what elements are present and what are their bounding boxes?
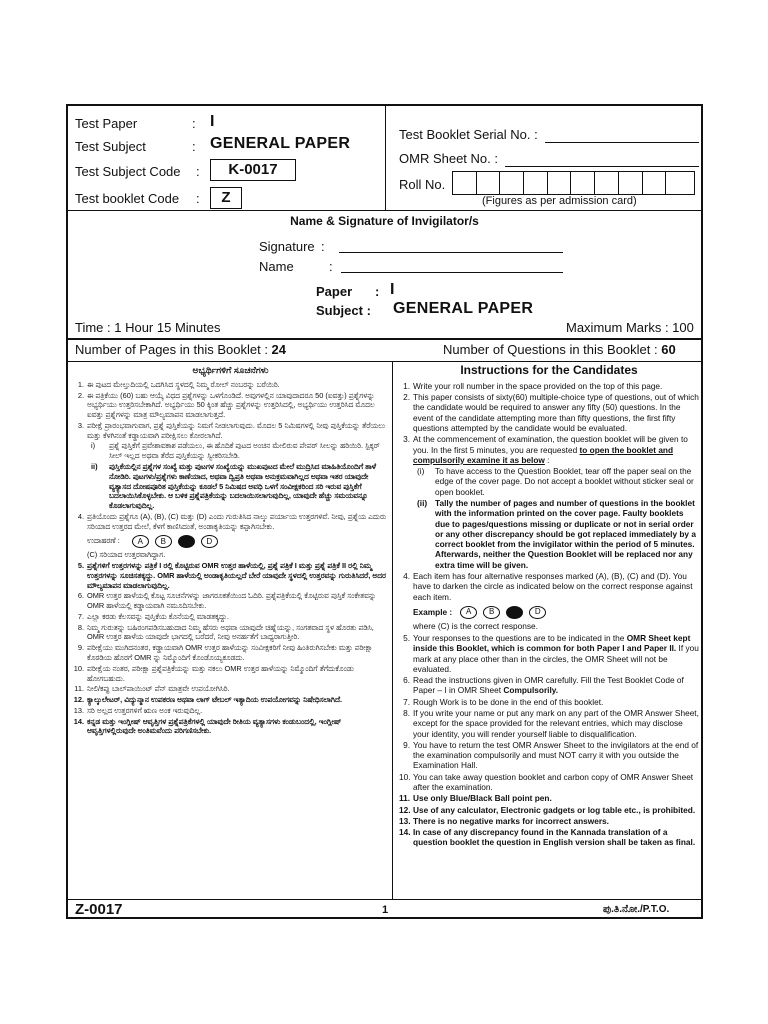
list-item: 5. Your responses to the questions are to be indicated in the OMR Sheet kept inside this Booklet, which is common for both Paper I and Paper II. If you mark at any place other than in the circles, the OMR Sheet will not be evaluated. (403, 633, 699, 674)
list-item: 11. ನೀಲಿ/ಕಪ್ಪು ಬಾಲ್‌ಪಾಯಿಂಟ್ ಪೆನ್ ಮಾತ್ರವೇ ಉಪಯೋಗಿಸಿರಿ. (74, 684, 230, 694)
columns-divider (392, 361, 393, 899)
serial-label: Test Booklet Serial No. : (399, 127, 538, 142)
omr-field[interactable] (505, 166, 699, 167)
list-item: 12. ಕ್ಯಾಲ್ಕುಲೇಟರ್, ವಿದ್ಯುನ್ಮಾನ ಉಪಕರಣ ಅಥವಾ ಲಾಗ್ ಟೇಬಲ್ ಇತ್ಯಾದಿಯ ಉಪಯೋಗವನ್ನು ನಿಷೇಧಿಸಲಾಗಿದೆ. (73, 695, 343, 705)
questions-count (443, 342, 676, 357)
list-item: 3. ಪರೀಕ್ಷೆ ಪ್ರಾರಂಭವಾಗುವಾಗ, ಪ್ರಶ್ನೆ ಪುಸ್ತಿಕೆಯನ್ನು ನಿಮಗೆ ನೀಡಲಾಗುವುದು. ಮೊದಲ 5 ನಿಮಿಷಗಳಲ್ಲಿ ನೀವು ಪುಸ್ತಿಕೆಯನ್ನು ತೆರೆಯಲು ಮತ್ತು ಕೆಳಗಿನಂತೆ ಕಡ್ಡಾಯವಾಗಿ ಪರೀಕ್ಷಿಸಲು ಕೋರಲಾಗಿದೆ. (77, 420, 386, 440)
bubble-a: A (132, 535, 149, 548)
pages-label: Number of Pages in this Booklet : (75, 342, 272, 357)
roll-number-boxes[interactable] (452, 171, 695, 195)
bubble-b: B (155, 535, 172, 548)
meta-rule (68, 338, 701, 340)
list-item: 14. In case of any discrepancy found in the Kannada translation of a question booklet the question in English version shall be taken as final. (399, 827, 696, 848)
sub-item: i) ಪ್ರಶ್ನೆ ಪುಸ್ತಿಕೆಗೆ ಪ್ರವೇಶಾವಕಾಶ ಪಡೆಯಲು, ಈ ಹೊದಿಕೆ ಪುಟದ ಅಂಚಿನ ಮೇಲಿರುವ ಪೇಪರ್ ಸೀಲನ್ನು ಹರಿಯಿರಿ. ಸ್ಟಿಕ್ಕರ್ ಸೀಲ್ ಇಲ್ಲದ ಅಥವಾ ತೆರೆದ ಪುಸ್ತಿಕೆಯನ್ನು ಸ್ವೀಕರಿಸಬೇಡಿ. (91, 441, 380, 461)
answer-bubbles (132, 535, 218, 548)
list-item: 3. At the commencement of examination, the question booklet will be given to you. In the first 5 minutes, you are requested to open the booklet and compulsorily examine it as below : (403, 434, 688, 465)
booklet-code-box: Z (210, 187, 242, 209)
exam-cover-sheet (66, 104, 703, 919)
paper-value: I (390, 281, 395, 298)
subject-code-label: Test Subject Code (75, 164, 181, 179)
colon: : (321, 239, 325, 254)
max-marks-text: Maximum Marks : 100 (566, 320, 694, 335)
kannada-example (73, 532, 388, 550)
paper-label: Paper (316, 284, 353, 299)
page-number: 1 (382, 904, 389, 916)
test-subject-label: Test Subject (75, 139, 146, 154)
bubble-c-filled (178, 535, 195, 548)
name-label: Name (259, 259, 294, 274)
kannada-heading: ಅಭ್ಯರ್ಥಿಗಳಿಗೆ ಸೂಚನೆಗಳು (192, 365, 269, 375)
list-item: 7. Rough Work is to be done in the end of this booklet. (403, 696, 604, 707)
questions-label: Number of Questions in this Booklet : (443, 342, 662, 357)
time-text: Time : 1 Hour 15 Minutes (75, 320, 221, 335)
answer-bubbles (460, 606, 546, 619)
test-paper-value: I (210, 113, 215, 130)
sub-item: (i) To have access to the Question Booklet, tear off the paper seal on the edge of the cover page. Do not accept a booklet without sticker seal or open booklet. (417, 466, 694, 497)
list-item: 7. ಎಲ್ಲಾ ಕರಡು ಕೆಲಸವನ್ನು ಪುಸ್ತಿಕೆಯ ಕೊನೆಯಲ್ಲಿ ಮಾಡತಕ್ಕದ್ದು. (77, 611, 229, 621)
subject-value: GENERAL PAPER (393, 300, 534, 317)
invigilator-title: Name & Signature of Invigilator/s (290, 214, 479, 228)
list-item: 13. There is no negative marks for incorrect answers. (399, 815, 609, 826)
list-item: 1. Write your roll number in the space provided on the top of this page. (403, 380, 663, 391)
bubble-d: D (201, 535, 218, 548)
list-item: 1. ಈ ಪುಟದ ಮೇಲ್ತುದಿಯಲ್ಲಿ ಒದಗಿಸಿದ ಸ್ಥಳದಲ್ಲಿ ನಿಮ್ಮ ರೋಲ್ ನಂಬರನ್ನು ಬರೆಯಿರಿ. (77, 379, 280, 389)
list-item: 4. ಪ್ರತಿಯೊಂದು ಪ್ರಶ್ನೆಗೂ (A), (B), (C) ಮತ್ತು (D) ಎಂದು ಗುರುತಿಸಿದ ನಾಲ್ಕು ಪರ್ಯಾಯ ಉತ್ತರಗಳಿವೆ. ನೀವು, ಪ್ರಶ್ನೆಯ ಎದುರು ಸರಿಯಾದ ಉತ್ತರದ ಮೇಲೆ, ಕೆಳಗೆ ಕಾಣಿಸಿದಂತೆ, ಅಂಡಾಕೃತಿಯನ್ನು ಕಪ್ಪಾಗಿಸಬೇಕು. (77, 511, 387, 531)
omr-label: OMR Sheet No. : (399, 151, 498, 166)
booklet-code-label: Test booklet Code (75, 191, 180, 206)
list-item: 13. ಸರಿ ಅಲ್ಲದ ಉತ್ತರಗಳಿಗೆ ಋಣ ಅಂಕ ಇರುವುದಿಲ್ಲ. (73, 705, 203, 715)
list-item: 12. Use of any calculator, Electronic gadgets or log table etc., is prohibited. (399, 804, 696, 815)
list-item: 14. ಕನ್ನಡ ಮತ್ತು ಇಂಗ್ಲೀಷ್ ಆವೃತ್ತಿಗಳ ಪ್ರಶ್ನೆಪತ್ರಿಕೆಗಳಲ್ಲಿ ಯಾವುದೇ ರೀತಿಯ ವ್ಯತ್ಯಾಸಗಳು ಕಂಡುಬಂದಲ್ಲಿ, ಇಂಗ್ಲೀಷ್ ಆವೃತ್ತಿಗಳಲ್ಲಿರುವುದೇ ಅಂತಿಮವೆಂದು ಪರಿಗಣಿಸಬೇಕು. (73, 716, 342, 736)
bubble-c-filled (506, 606, 523, 619)
pages-value: 24 (271, 342, 287, 357)
list-item: 9. You have to return the test OMR Answer Sheet to the invigilators at the end of the examination compulsorily and must NOT carry it with you outside the Examination Hall. (403, 739, 699, 771)
header-bottom-rule (68, 210, 701, 211)
name-field[interactable] (341, 272, 563, 273)
footer-rule (68, 899, 701, 900)
subject-code-box: K-0017 (210, 159, 296, 181)
list-item: 2. This paper consists of sixty(60) multiple-choice type of questions, out of which the candidate would be required to answer any fifty (50) questions. In the event of the candidate attempting more than fifty questions, the first fifty questions attempted by the candidate would be evaluated. (403, 392, 699, 433)
colon: : (329, 259, 333, 274)
example-note: where (C) is the correct response. (413, 620, 538, 631)
colon: : (192, 116, 196, 131)
list-item: 9. ಪರೀಕ್ಷೆಯು ಮುಗಿದನಂತರ, ಕಡ್ಡಾಯವಾಗಿ OMR ಉತ್ತರ ಹಾಳೆಯನ್ನು ಸಂವೀಕ್ಷಕರಿಗೆ ನೀವು ಹಿಂತಿರುಗಿಸಬೇಕು ಮತ್ತು ಪರೀಕ್ಷಾ ಕೊಠಡಿಯ ಹೊರಗೆ OMR ನ್ನು ನಿಮ್ಮೊಂದಿಗೆ ಕೊಂಡೊಯ್ಯಕೂಡದು. (77, 643, 373, 663)
list-item: 4. Each item has four alternative responses marked (A), (B), (C) and (D). You have to darken the circle as indicated below on the correct response against each item. (403, 570, 693, 602)
list-item: 8. If you write your name or put any mark on any part of the OMR Answer Sheet, except for the space provided for the relevant entries, which may disclose your identity, you will render yourself liable to disqualification. (403, 708, 699, 739)
list-item: 5. ಪ್ರಶ್ನೆಗಳಿಗೆ ಉತ್ತರಗಳನ್ನು ಪತ್ರಿಕೆ I ರಲ್ಲಿ ಕೊಟ್ಟಿರುವ OMR ಉತ್ತರ ಹಾಳೆಯಲ್ಲಿ, ಪ್ರಶ್ನೆ ಪತ್ರಿಕೆ I ಮತ್ತು ಪ್ರಶ್ನೆ ಪತ್ರಿಕೆ II ರಲ್ಲಿ ನಿಮ್ಮ ಉತ್ತರಗಳನ್ನು ಸೂಚಿಸತಕ್ಕದ್ದು. OMR ಹಾಳೆಯಲ್ಲಿ ಅಂಡಾಕೃತಿಯಲ್ಲದೆ ಬೇರೆ ಯಾವುದೇ ಸ್ಥಳದಲ್ಲಿ ಉತ್ತರವನ್ನು ಗುರುತಿಸಿದರೆ, ಅದರ ಮೌಲ್ಯಮಾಪನ ಮಾಡಲಾಗುವುದಿಲ್ಲ. (77, 561, 386, 590)
list-item: 2. ಈ ಪತ್ರಿಕೆಯು (60) ಬಹು ಆಯ್ಕೆ ವಿಧದ ಪ್ರಶ್ನೆಗಳನ್ನು ಒಳಗೊಂಡಿದೆ. ಅವುಗಳಲ್ಲಿನ ಯಾವುದಾದರೂ 50 (ಐವತ್ತು) ಪ್ರಶ್ನೆಗಳನ್ನು ಅಭ್ಯರ್ಥಿಯು ಉತ್ತರಿಸಬೇಕಾಗಿದೆ. ಅಭ್ಯರ್ಥಿಯು 50 ಕ್ಕಿಂತ ಹೆಚ್ಚು ಪ್ರಶ್ನೆಗಳನ್ನು ಉತ್ತರಿಸಿದಲ್ಲಿ, ಅಭ್ಯರ್ಥಿಯು ಉತ್ತರಿಸಿದ ಮೊದಲ ಐವತ್ತು ಪ್ರಶ್ನೆಗಳನ್ನು ಮಾತ್ರ ಮೌಲ್ಯಮಾಪನ ಮಾಡಲಾಗುತ್ತದೆ. (77, 390, 375, 420)
colon: : (192, 139, 196, 154)
bubble-d: D (529, 606, 546, 619)
sub-item: ii) ಪುಸ್ತಿಕೆಯಲ್ಲಿನ ಪ್ರಶ್ನೆಗಳ ಸಂಖ್ಯೆ ಮತ್ತು ಪುಟಗಳ ಸಂಖ್ಯೆಯನ್ನು ಮುಖಪುಟದ ಮೇಲೆ ಮುದ್ರಿಸಿದ ಮಾಹಿತಿಯೊಂದಿಗೆ ತಾಳೆ ನೋಡಿರಿ. ಪುಟಗಳು/ಪ್ರಶ್ನೆಗಳು ಕಾಣೆಯಾದ, ಅಥವಾ ದ್ವಿಪ್ರತಿ ಅಥವಾ ಅನುಕ್ರಮವಾಗಿಲ್ಲದ ಅಥವಾ ಇತರ ಯಾವುದೇ ವ್ಯತ್ಯಾಸದ ದೋಷಪೂರಿತ ಪುಸ್ತಿಕೆಯನ್ನು ಕೂಡಲೆ 5 ನಿಮಿಷದ ಅವಧಿ ಒಳಗೆ ಸಂವೀಕ್ಷಕರಿಂದ ಸರಿ ಇರುವ ಪುಸ್ತಿಕೆಗೆ ಬದಲಾಯಿಸಿಕೊಳ್ಳಬೇಕು. ಆ ಬಳಿಕ ಪ್ರಶ್ನೆಪತ್ರಿಕೆಯನ್ನು ಬದಲಾಯಿಸಲಾಗುವುದಿಲ್ಲ, ಯಾವುದೇ ಹೆಚ್ಚು ಸಮಯವನ್ನೂ ಕೊಡಲಾಗುವುದಿಲ್ಲ. (91, 462, 377, 511)
colon: : (196, 191, 200, 206)
english-instructions (399, 363, 699, 849)
subject-label: Subject : (316, 303, 371, 318)
english-example (399, 603, 699, 621)
roll-note: (Figures as per admission card) (482, 195, 637, 207)
pages-count (75, 342, 286, 357)
signature-label: Signature (259, 239, 315, 254)
example-label: ಉದಾಹರಣೆ : (87, 536, 120, 546)
test-subject-value: GENERAL PAPER (210, 135, 351, 152)
signature-field[interactable] (339, 252, 563, 253)
serial-field[interactable] (545, 142, 699, 143)
example-label: Example : (413, 606, 453, 617)
bubble-b: B (483, 606, 500, 619)
list-item: 6. OMR ಉತ್ತರ ಹಾಳೆಯಲ್ಲಿ ಕೊಟ್ಟ ಸೂಚನೆಗಳನ್ನು ಜಾಗರೂಕತೆಯಿಂದ ಓದಿರಿ. ಪ್ರಶ್ನೆಪತ್ರಿಕೆಯಲ್ಲಿ ಕೊಟ್ಟಿರುವ ಪುಸ್ತಿಕೆ ಸಂಕೇತವನ್ನು OMR ಹಾಳೆಯಲ್ಲಿ ಕಡ್ಡಾಯವಾಗಿ ನಮೂದಿಸಬೇಕು. (77, 591, 377, 611)
colon: : (196, 164, 200, 179)
list-item: 10. ಪರೀಕ್ಷೆಯ ನಂತರ, ಪರೀಕ್ಷಾ ಪ್ರಶ್ನೆಪತ್ರಿಕೆಯನ್ನು ಮತ್ತು ನಕಲು OMR ಉತ್ತರ ಹಾಳೆಯನ್ನು ನಿಮ್ಮೊಂದಿಗೆ ತೆಗೆದುಕೊಂಡು ಹೋಗಬಹುದು. (73, 663, 354, 683)
test-paper-label: Test Paper (75, 116, 138, 131)
header-divider (385, 106, 386, 210)
list-item: 6. Read the instructions given in OMR carefully. Fill the Test Booklet Code of Paper – I in OMR Sheet Compulsorily. (403, 675, 684, 696)
colon: : (375, 284, 380, 299)
example-note: (C) ಸರಿಯಾದ ಉತ್ತರವಾಗಿದ್ದಾಗ. (87, 550, 166, 560)
list-item: 10. You can take away question booklet and carbon copy of OMR Answer Sheet after the examination. (399, 771, 694, 792)
english-heading: Instructions for the Candidates (460, 363, 638, 377)
columns-top-rule (68, 361, 701, 362)
list-item: 11. Use only Blue/Black Ball point pen. (399, 793, 552, 804)
kannada-instructions (73, 365, 388, 737)
bubble-a: A (460, 606, 477, 619)
sub-item: (ii) Tally the number of pages and number of questions in the booklet with the information printed on the cover page. Faulty booklets due to pages/questions missing or duplicate or not in serial order or any other discrepancy should be got replaced immediately by a correct booklet from the invigilator within the period of 5 minutes. Afterwards, neither the Question Booklet will be replaced nor any extra time will be given. (417, 497, 696, 570)
list-item: 8. ನಿಮ್ಮ ಗುರುತನ್ನು ಬಹಿರಂಗಪಡಿಸಬಹುದಾದ ನಿಮ್ಮ ಹೆಸರು ಅಥವಾ ಯಾವುದೇ ಚಿಹ್ನೆಯನ್ನು, ಸಂಗತವಾದ ಸ್ಥಳ ಹೊರತು ಪಡಿಸಿ, OMR ಉತ್ತರ ಹಾಳೆಯ ಯಾವುದೇ ಭಾಗದಲ್ಲಿ ಬರೆದರೆ, ನೀವು ಅನರ್ಹತೆಗೆ ಬಾಧ್ಯರಾಗುತ್ತೀರಿ. (77, 622, 374, 642)
booklet-code-footer: Z-0017 (75, 901, 123, 918)
pto-text: ಪು.ತಿ.ನೋ./P.T.O. (603, 904, 670, 915)
roll-label: Roll No. (399, 177, 446, 192)
questions-value: 60 (661, 342, 676, 357)
